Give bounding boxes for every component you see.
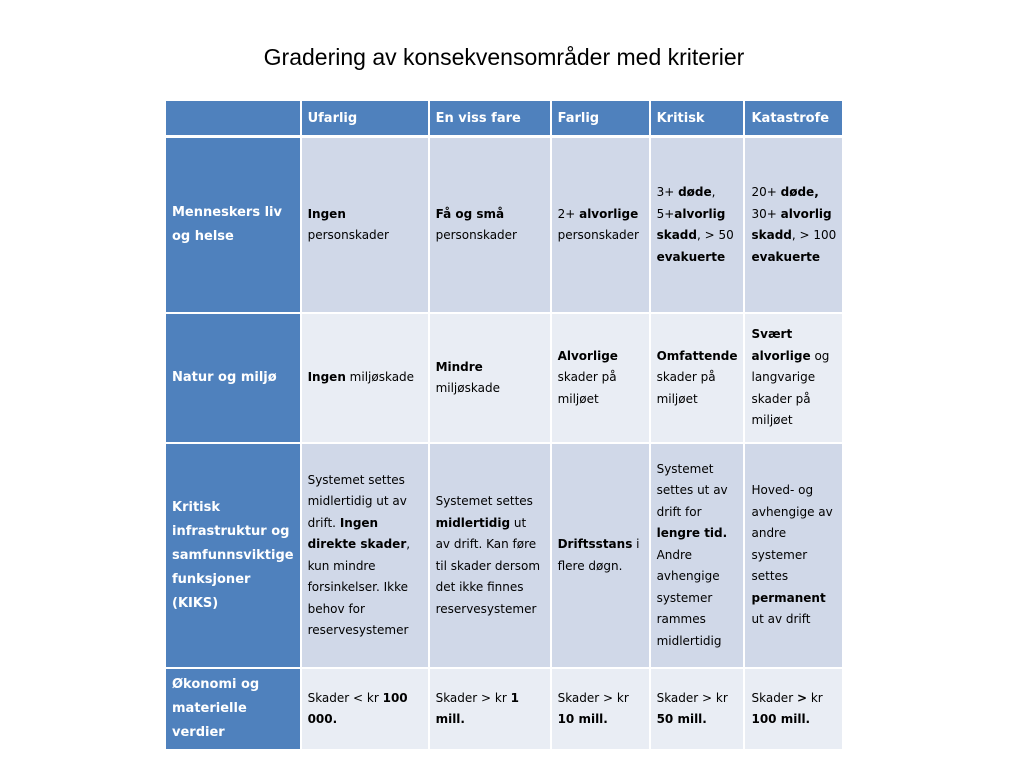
table-header-row xyxy=(166,101,844,138)
table-row xyxy=(166,314,844,444)
table-cell: Skader < kr 100 000. xyxy=(302,669,430,751)
bold-text: Omfattende xyxy=(656,348,738,363)
table-cell: Ingen miljøskade xyxy=(302,314,430,444)
page-title: Gradering av konsekvensområder med kriterier xyxy=(263,44,745,70)
table-cell: Svært alvorlige og langvarige skader på miljøet xyxy=(745,314,844,444)
table-cell: Systemet settes midlertidig ut av drift. Ingen direkte skader, kun mindre forsinkelser. Ikke behov for reservesystemer xyxy=(302,444,430,669)
column-header-kritisk: Kritisk xyxy=(651,101,746,138)
table-cell: Ingen personskader xyxy=(302,138,430,314)
table-row xyxy=(166,444,844,669)
bold-text: 100 000. xyxy=(307,690,408,726)
table-cell: Få og små personskader xyxy=(430,138,552,314)
bold-text: døde xyxy=(678,185,712,199)
column-header-en-viss-fare: En viss fare xyxy=(430,101,552,138)
bold-text: Ingen xyxy=(307,206,346,221)
table-cell: Driftsstans i flere døgn. xyxy=(552,444,651,669)
bold-text: > xyxy=(796,690,808,705)
table-cell: Skader > kr 1 mill. xyxy=(430,669,552,751)
bold-text: midlertidig xyxy=(435,515,511,530)
table-row xyxy=(166,138,844,314)
bold-text: 10 mill. xyxy=(557,712,608,726)
table-cell: Systemet settes ut av drift for lengre tid. Andre avhengige systemer rammes midlertidig xyxy=(651,444,746,669)
bold-text: Ingen xyxy=(307,370,346,385)
row-header: Natur og miljø xyxy=(166,314,302,444)
bold-text: permanent xyxy=(751,590,826,605)
bold-text: Mindre xyxy=(435,359,483,374)
table-row xyxy=(166,669,844,751)
bold-text: alvorlige xyxy=(579,206,639,221)
bold-text: evakuerte xyxy=(751,249,820,264)
row-header: Menneskers liv og helse xyxy=(166,138,302,314)
row-header: Økonomi og materielle verdier xyxy=(166,669,302,751)
table-cell: Skader > kr 10 mill. xyxy=(552,669,651,751)
table-cell: Hoved- og avhengige av andre systemer settes permanent ut av drift xyxy=(745,444,844,669)
table-cell: Omfattende skader på miljøet xyxy=(651,314,746,444)
table-cell: Mindre miljøskade xyxy=(430,314,552,444)
bold-text: Få og små xyxy=(435,206,505,221)
bold-text: alvorlig skadd xyxy=(656,206,726,242)
column-header-farlig: Farlig xyxy=(552,101,651,138)
bold-text: Driftsstans xyxy=(557,537,633,551)
table-cell: Skader > kr 50 mill. xyxy=(651,669,746,751)
bold-text: Ingen direkte skader xyxy=(307,515,407,551)
table-cell: 2+ alvorlige personskader xyxy=(552,138,651,314)
table-cell: Alvorlige skader på miljøet xyxy=(552,314,651,444)
header-corner xyxy=(166,101,302,138)
bold-text: alvorlig skadd xyxy=(751,206,832,242)
table-cell: Skader > kr 100 mill. xyxy=(745,669,844,751)
column-header-katastrofe: Katastrofe xyxy=(745,101,844,138)
table-cell: 3+ døde, 5+alvorlig skadd, > 50 evakuerte xyxy=(651,138,746,314)
table-cell: 20+ døde, 30+ alvorlig skadd, > 100 evakuerte xyxy=(745,138,844,314)
bold-text: Alvorlige xyxy=(557,348,618,363)
bold-text: Svært alvorlige xyxy=(751,327,811,363)
row-header: Kritisk infrastruktur og samfunnsviktige funksjoner (KIKS) xyxy=(166,444,302,669)
bold-text: evakuerte xyxy=(656,249,726,264)
table-cell: Systemet settes midlertidig ut av drift. Kan føre til skader dersom det ikke finnes reservesystemer xyxy=(430,444,552,669)
column-header-ufarlig: Ufarlig xyxy=(302,101,430,138)
bold-text: lengre tid. xyxy=(656,526,728,541)
consequence-table xyxy=(166,101,844,751)
bold-text: 100 mill. xyxy=(751,712,811,726)
bold-text: 50 mill. xyxy=(656,712,707,726)
bold-text: døde, xyxy=(780,185,819,199)
bold-text: 1 mill. xyxy=(435,690,519,726)
